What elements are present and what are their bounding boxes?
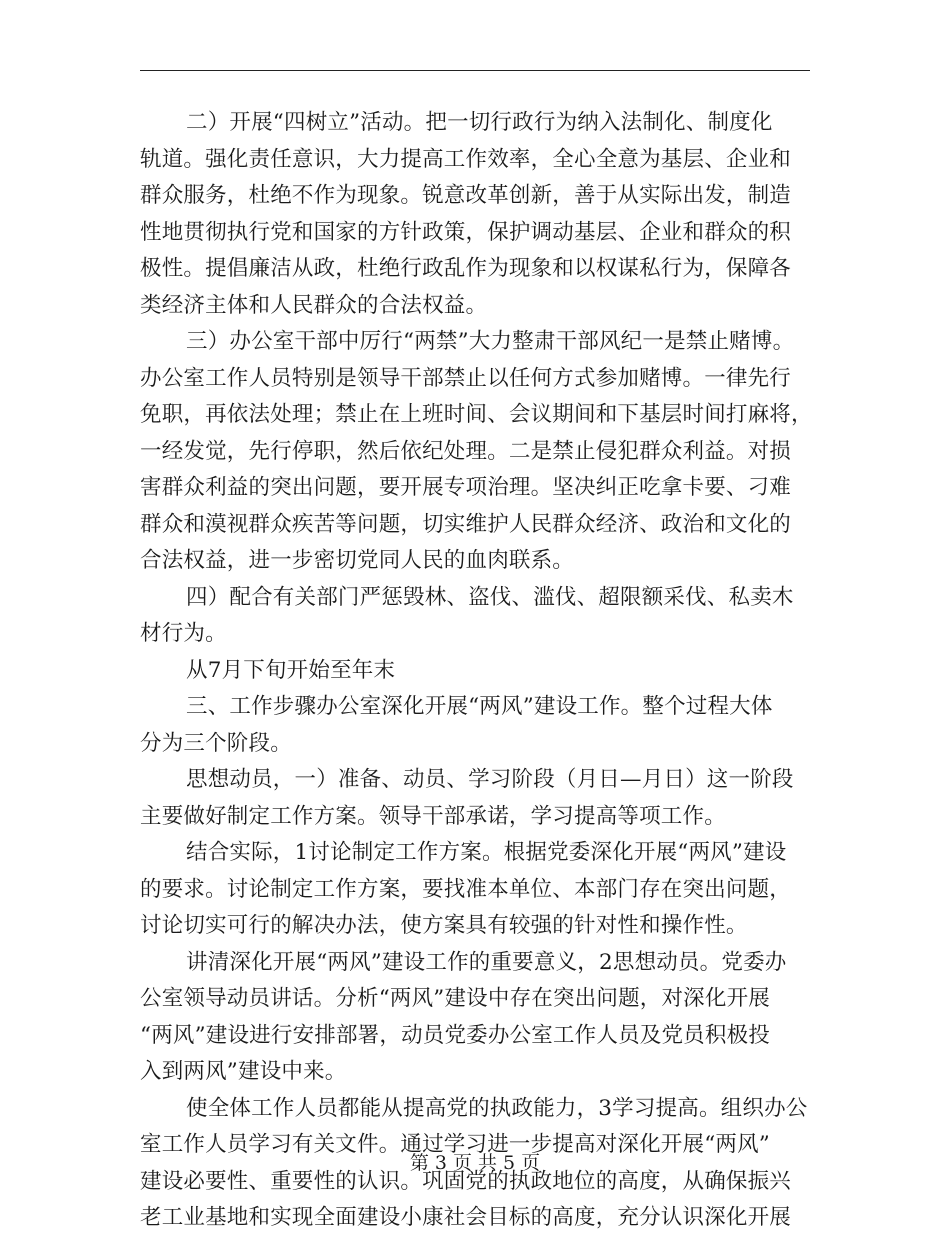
text-line: 类经济主体和人民群众的合法权益。 xyxy=(140,292,488,318)
text-line: 主要做好制定工作方案。领导干部承诺，学习提高等项工作。 xyxy=(140,803,726,829)
paragraph xyxy=(140,835,820,945)
paragraph xyxy=(140,689,820,762)
text-line: 的要求。讨论制定工作方案，要找准本单位、本部门存在突出问题， xyxy=(140,876,792,902)
paragraph xyxy=(140,580,820,653)
text-line: 极性。提倡廉洁从政，杜绝行政乱作为现象和以权谋私行为，保障各 xyxy=(140,256,792,281)
paragraph xyxy=(140,105,820,324)
paragraph xyxy=(140,762,820,835)
text-line: 轨道。强化责任意识，大力提高工作效率，全心全意为基层、企业和 xyxy=(140,146,792,172)
text-line: 老工业基地和实现全面建设小康社会目标的高度，充分认识深化开展 xyxy=(140,1205,792,1230)
text-line: 合法权益，进一步密切党同人民的血肉联系。 xyxy=(140,548,575,573)
text-line: 四）配合有关部门严惩毁林、盗伐、滥伐、超限额采伐、私卖木 xyxy=(186,584,794,610)
text-line: 公室领导动员讲话。分析“两风”建设中存在突出问题，对深化开展 xyxy=(140,986,770,1011)
paragraph xyxy=(140,653,820,690)
text-line: 群众和漠视群众疾苦等问题，切实维护人民群众经济、政治和文化的 xyxy=(140,511,792,537)
paragraph xyxy=(140,945,820,1091)
header-rule xyxy=(140,70,810,71)
text-line: 免职，再依法处理；禁止在上班时间、会议期间和下基层时间打麻将， xyxy=(140,402,813,427)
text-line: 分为三个阶段。 xyxy=(140,730,292,756)
text-line: 建设必要性、重要性的认识。巩固党的执政地位的高度，从确保振兴 xyxy=(140,1168,792,1194)
text-line: 三）办公室干部中厉行“两禁”大力整肃干部风纪一是禁止赌博。 xyxy=(186,329,795,354)
text-line: 一经发觉，先行停职，然后依纪处理。二是禁止侵犯群众利益。对损 xyxy=(140,438,792,464)
text-line: 害群众利益的突出问题，要开展专项治理。坚决纠正吃拿卡要、刁难 xyxy=(140,475,792,500)
text-line: 办公室工作人员特别是领导干部禁止以任何方式参加赌博。一律先行 xyxy=(140,365,792,391)
text-line: 群众服务，杜绝不作为现象。锐意改革创新，善于从实际出发，制造 xyxy=(140,183,792,208)
text-line: 使全体工作人员都能从提高党的执政能力，3学习提高。组织办公 xyxy=(186,1095,808,1121)
text-line: 思想动员，一）准备、动员、学习阶段（月日—月日）这一阶段 xyxy=(186,767,794,792)
paragraph xyxy=(140,324,820,580)
text-line: “两风”建设进行安排部署，动员党委办公室工作人员及党员积极投 xyxy=(140,1022,770,1048)
text-line: 结合实际，1讨论制定工作方案。根据党委深化开展“两风”建设 xyxy=(186,840,787,865)
text-line: 三、工作步骤办公室深化开展“两风”建设工作。整个过程大体 xyxy=(186,694,773,719)
text-line: 讨论切实可行的解决办法，使方案具有较强的针对性和操作性。 xyxy=(140,913,748,938)
text-line: 室工作人员学习有关文件。通过学习进一步提高对深化开展“两风” xyxy=(140,1132,770,1157)
document-body xyxy=(140,105,820,1237)
text-line: 二）开展“四树立”活动。把一切行政行为纳入法制化、制度化 xyxy=(186,110,773,135)
text-line: 讲清深化开展“两风”建设工作的重要意义，2思想动员。党委办 xyxy=(186,949,787,975)
page-number: 第 3 页 共 5 页 xyxy=(409,1152,541,1174)
text-line: 性地贯彻执行党和国家的方针政策，保护调动基层、企业和群众的积 xyxy=(140,219,792,245)
text-line: 入到两风”建设中来。 xyxy=(140,1059,347,1084)
text-line: 材行为。 xyxy=(140,621,227,646)
text-line: 从7月下旬开始至年末 xyxy=(186,657,396,683)
